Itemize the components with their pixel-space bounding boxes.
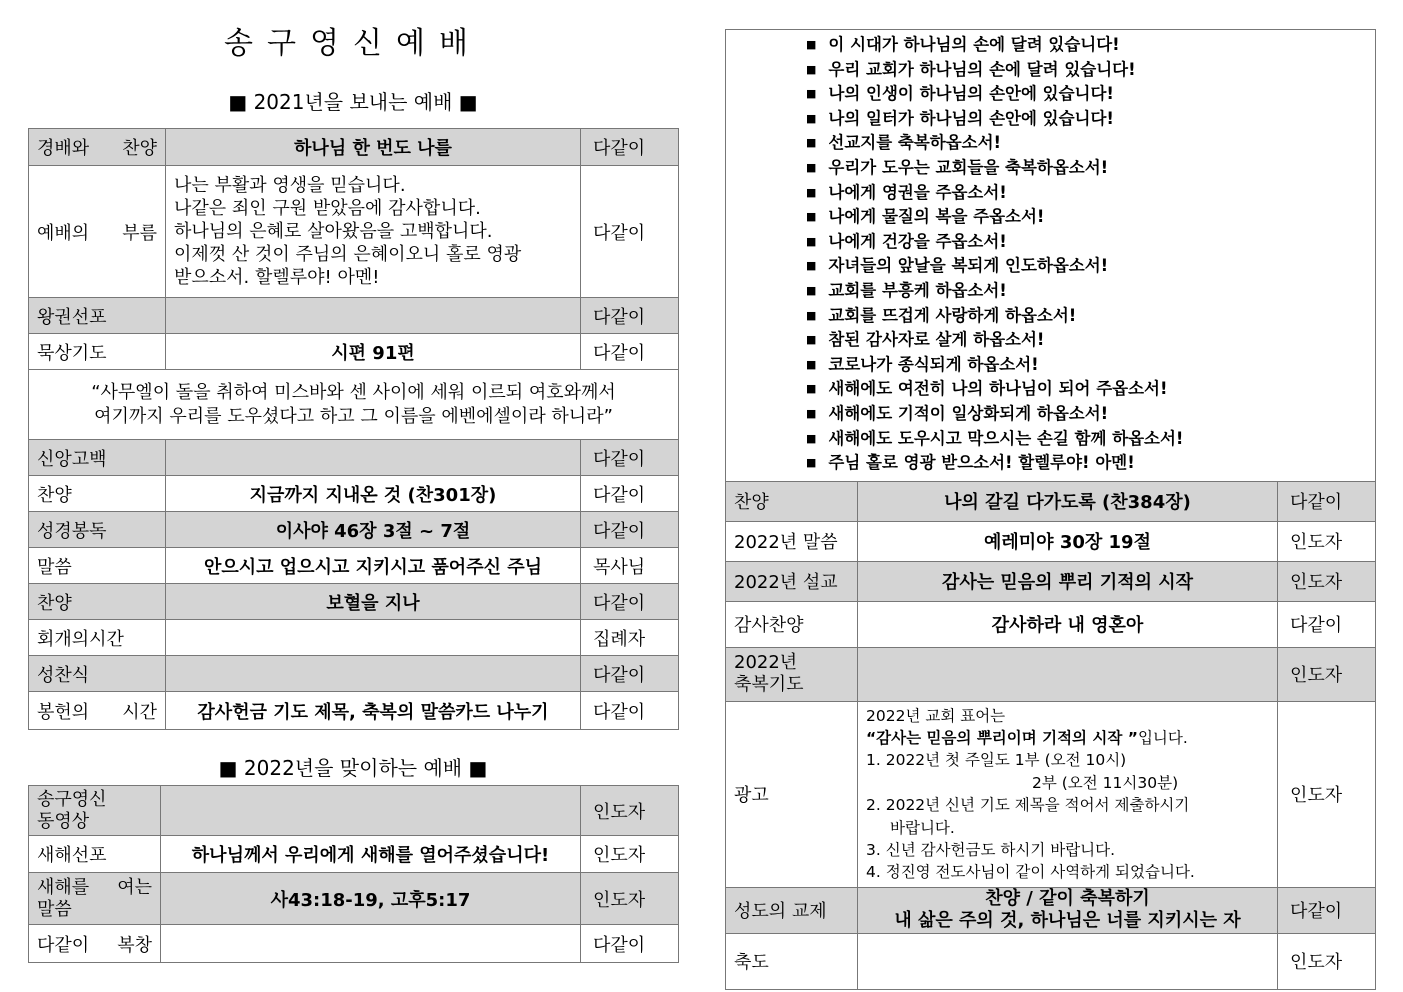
item-label: 다같이 복창 bbox=[29, 925, 161, 963]
section-heading-2021: ■ 2021년을 보내는 예배 ■ bbox=[228, 90, 478, 114]
item-label: 왕권선포 bbox=[29, 298, 166, 334]
list-item: ■ 나에게 물질의 복을 주옵소서! bbox=[806, 206, 1375, 231]
item-label: 2022년 말씀 bbox=[726, 521, 858, 561]
list-item: ■ 새해에도 기적이 일상화되게 하옵소서! bbox=[806, 403, 1375, 428]
table-row bbox=[29, 298, 679, 334]
text-line: 4. 정진영 전도사님이 같이 사역하게 되었습니다. bbox=[866, 863, 1195, 882]
new-year-table bbox=[725, 29, 1376, 990]
item-label: 광고 bbox=[726, 701, 858, 887]
item-label: 성경봉독 bbox=[29, 512, 166, 548]
item-content bbox=[166, 656, 581, 692]
item-content: 감사헌금 기도 제목, 축복의 말씀카드 나누기 bbox=[166, 692, 581, 730]
list-item: ■ 교회를 부흥케 하옵소서! bbox=[806, 280, 1375, 305]
item-leader: 인도자 bbox=[1278, 647, 1376, 701]
item-leader: 다같이 bbox=[581, 440, 679, 476]
item-content: 지금까지 지내온 것 (찬301장) bbox=[166, 476, 581, 512]
item-leader: 다같이 bbox=[581, 166, 679, 298]
item-leader: 다같이 bbox=[581, 656, 679, 692]
list-item: ■ 우리 교회가 하나님의 손에 달려 있습니다! bbox=[806, 59, 1375, 84]
text-line: 3. 신년 감사헌금도 하시기 바랍니다. bbox=[866, 841, 1116, 859]
table-row bbox=[29, 656, 679, 692]
church-motto: “감사는 믿음의 뿌리이며 기적의 시작 ” bbox=[866, 728, 1138, 747]
item-content bbox=[161, 925, 581, 963]
list-item: ■ 나에게 건강을 주옵소서! bbox=[806, 231, 1375, 256]
text-line: 하나님의 은혜로 살아왔음을 고백합니다. bbox=[174, 221, 493, 242]
list-item: ■ 교회를 뜨겁게 사랑하게 하옵소서! bbox=[806, 305, 1375, 330]
item-leader: 인도자 bbox=[581, 786, 679, 836]
table-row bbox=[29, 129, 679, 166]
list-item: ■ 새해에도 여전히 나의 하나님이 되어 주옵소서! bbox=[806, 378, 1375, 403]
service-2021-table bbox=[28, 128, 679, 730]
text-line: 1. 2022년 첫 주일도 1부 (오전 10시) bbox=[866, 751, 1127, 770]
item-content: 이사야 46장 3절 ~ 7절 bbox=[166, 512, 581, 548]
item-leader: 다같이 bbox=[581, 692, 679, 730]
table-row bbox=[29, 334, 679, 370]
table-row bbox=[726, 561, 1376, 601]
text-line: 2022년 교회 표어는 bbox=[866, 706, 1006, 725]
table-row bbox=[29, 166, 679, 298]
section-heading-2022: ■ 2022년을 맞이하는 예배 ■ bbox=[218, 756, 488, 780]
scripture-quote bbox=[29, 370, 679, 440]
table-row bbox=[29, 512, 679, 548]
item-label: 축도 bbox=[726, 933, 858, 989]
item-label: 새해선포 bbox=[29, 836, 161, 873]
list-item: ■ 우리가 도우는 교회들을 축복하옵소서! bbox=[806, 157, 1375, 182]
item-leader: 다같이 bbox=[581, 298, 679, 334]
item-leader: 다같이 bbox=[581, 925, 679, 963]
item-leader: 다같이 bbox=[581, 334, 679, 370]
item-leader: 목사님 bbox=[581, 548, 679, 584]
list-item: ■ 나의 인생이 하나님의 손안에 있습니다! bbox=[806, 83, 1375, 108]
item-label bbox=[726, 647, 858, 701]
item-label: 말씀 bbox=[29, 548, 166, 584]
label-line: 말씀 bbox=[37, 898, 72, 920]
item-content bbox=[161, 786, 581, 836]
table-row bbox=[29, 786, 679, 836]
item-label: 신앙고백 bbox=[29, 440, 166, 476]
text-fragment: 입니다. bbox=[1137, 728, 1188, 747]
item-leader: 다같이 bbox=[581, 512, 679, 548]
text-line: 나는 부활과 영생을 믿습니다. bbox=[174, 175, 406, 196]
announcements bbox=[858, 701, 1278, 887]
item-label: 봉헌의 시간 bbox=[29, 692, 166, 730]
list-item: ■ 코로나가 종식되게 하옵소서! bbox=[806, 354, 1375, 379]
item-leader: 인도자 bbox=[581, 873, 679, 925]
item-label: 성도의 교제 bbox=[726, 887, 858, 933]
item-leader: 다같이 bbox=[581, 584, 679, 620]
text-line bbox=[866, 727, 1269, 749]
item-content: 예레미야 30장 19절 bbox=[858, 521, 1278, 561]
table-row bbox=[726, 887, 1376, 933]
item-label: 찬양 bbox=[29, 476, 166, 512]
service-2022-table bbox=[28, 785, 679, 963]
item-content bbox=[858, 647, 1278, 701]
item-content: 사43:18-19, 고후5:17 bbox=[161, 873, 581, 925]
table-row bbox=[29, 370, 679, 440]
item-leader: 다같이 bbox=[1278, 601, 1376, 647]
list-item: ■ 나에게 영권을 주옵소서! bbox=[806, 182, 1375, 207]
label-line: 축복기도 bbox=[734, 674, 804, 696]
quote-line: “사무엘이 돌을 취하여 미스바와 센 사이에 세워 이르되 여호와께서 bbox=[91, 381, 616, 403]
item-content: 시편 91편 bbox=[166, 334, 581, 370]
label-line: 새해를 여는 bbox=[37, 876, 152, 898]
item-content bbox=[166, 298, 581, 334]
table-row bbox=[726, 933, 1376, 989]
quote-line: 여기까지 우리를 도우셨다고 하고 그 이름을 에벤에셀이라 하니라” bbox=[94, 405, 613, 427]
item-content bbox=[166, 440, 581, 476]
item-leader: 다같이 bbox=[581, 476, 679, 512]
item-leader: 다같이 bbox=[581, 129, 679, 166]
table-row bbox=[29, 476, 679, 512]
item-content bbox=[858, 887, 1278, 933]
content-line: 찬양 / 같이 축복하기 bbox=[985, 888, 1150, 910]
item-content: 감사하라 내 영혼아 bbox=[858, 601, 1278, 647]
list-item: ■ 새해에도 도우시고 막으시는 손길 함께 하옵소서! bbox=[806, 428, 1375, 453]
item-label: 회개의시간 bbox=[29, 620, 166, 656]
table-row bbox=[726, 601, 1376, 647]
page-title: 송구영신예배 bbox=[224, 26, 482, 61]
table-row bbox=[29, 836, 679, 873]
item-content bbox=[166, 620, 581, 656]
item-leader: 인도자 bbox=[1278, 521, 1376, 561]
item-label bbox=[29, 873, 161, 925]
item-content bbox=[858, 933, 1278, 989]
item-content: 하나님께서 우리에게 새해를 열어주셨습니다! bbox=[161, 836, 581, 873]
item-content: 보혈을 지나 bbox=[166, 584, 581, 620]
text-line: 받으소서. 할렐루야! 아멘! bbox=[174, 267, 380, 288]
item-leader: 인도자 bbox=[1278, 701, 1376, 887]
list-item: ■ 선교지를 축복하옵소서! bbox=[806, 132, 1375, 157]
table-row bbox=[29, 440, 679, 476]
item-label: 예배의 부름 bbox=[29, 166, 166, 298]
item-leader: 다같이 bbox=[1278, 481, 1376, 521]
list-item: ■ 참된 감사자로 살게 하옵소서! bbox=[806, 329, 1375, 354]
item-content: 하나님 한 번도 나를 bbox=[166, 129, 581, 166]
item-content: 나의 갈길 다가도록 (찬384장) bbox=[858, 481, 1278, 521]
declaration-list bbox=[726, 30, 1376, 482]
item-label bbox=[29, 786, 161, 836]
label-line: 동영상 bbox=[37, 810, 90, 832]
table-row bbox=[29, 925, 679, 963]
item-label: 찬양 bbox=[29, 584, 166, 620]
text-line: 2. 2022년 신년 기도 제목을 적어서 제출하시기 bbox=[866, 796, 1190, 815]
table-row bbox=[29, 584, 679, 620]
table-row bbox=[29, 692, 679, 730]
table-row bbox=[726, 647, 1376, 701]
table-row bbox=[29, 873, 679, 925]
list-item: ■ 나의 일터가 하나님의 손안에 있습니다! bbox=[806, 108, 1375, 133]
item-leader: 다같이 bbox=[1278, 887, 1376, 933]
table-row bbox=[29, 548, 679, 584]
list-item: ■ 주님 홀로 영광 받으소서! 할렐루야! 아멘! bbox=[806, 452, 1375, 477]
item-label: 묵상기도 bbox=[29, 334, 166, 370]
text-line: 이제껏 산 것이 주님의 은혜이오니 홀로 영광 bbox=[174, 244, 522, 265]
item-leader: 인도자 bbox=[1278, 561, 1376, 601]
item-label: 찬양 bbox=[726, 481, 858, 521]
item-leader: 인도자 bbox=[581, 836, 679, 873]
text-line: 2부 (오전 11시30분) bbox=[1032, 773, 1179, 792]
content-line: 내 삶은 주의 것, 하나님은 너를 지키시는 자 bbox=[894, 910, 1241, 932]
item-content: 안으시고 업으시고 지키시고 품어주신 주님 bbox=[166, 548, 581, 584]
table-row bbox=[726, 30, 1376, 482]
item-leader: 집례자 bbox=[581, 620, 679, 656]
item-leader: 인도자 bbox=[1278, 933, 1376, 989]
item-label: 감사찬양 bbox=[726, 601, 858, 647]
label-line: 2022년 bbox=[734, 652, 798, 674]
list-item: ■ 이 시대가 하나님의 손에 달려 있습니다! bbox=[806, 34, 1375, 59]
table-row bbox=[726, 481, 1376, 521]
item-content: 감사는 믿음의 뿌리 기적의 시작 bbox=[858, 561, 1278, 601]
table-row bbox=[726, 521, 1376, 561]
text-line: 나같은 죄인 구원 받았음에 감사합니다. bbox=[174, 198, 481, 219]
list-item: ■ 자녀들의 앞날을 복되게 인도하옵소서! bbox=[806, 255, 1375, 280]
item-label: 2022년 설교 bbox=[726, 561, 858, 601]
call-to-worship-text bbox=[166, 166, 581, 298]
table-row bbox=[726, 701, 1376, 887]
table-row bbox=[29, 620, 679, 656]
label-line: 송구영신 bbox=[37, 788, 107, 810]
text-line: 바랍니다. bbox=[890, 818, 955, 837]
item-label: 성찬식 bbox=[29, 656, 166, 692]
item-label: 경배와 찬양 bbox=[29, 129, 166, 166]
